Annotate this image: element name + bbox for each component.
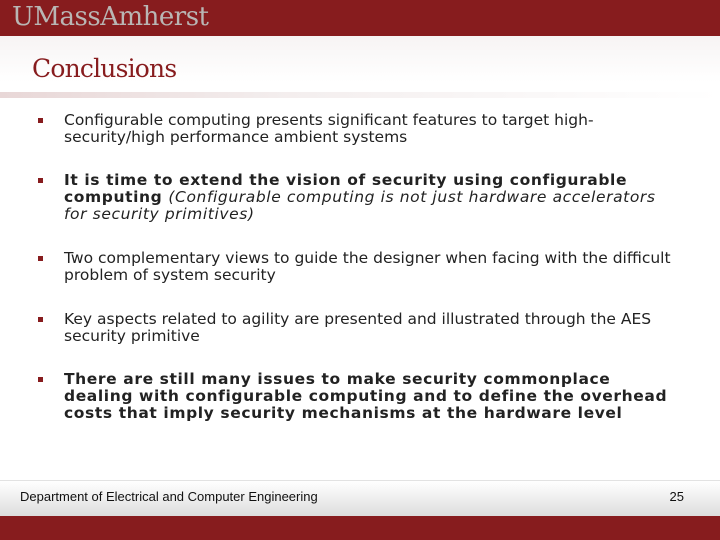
bullet-text: Configurable computing presents significant features to target high-security/high performance ambient systems bbox=[64, 111, 594, 146]
footer-department: Department of Electrical and Computer Engineering bbox=[20, 489, 318, 504]
bullet-text: Key aspects related to agility are presented and illustrated through the AES security primitive bbox=[64, 310, 652, 345]
slide-title: Conclusions bbox=[32, 54, 177, 83]
bullet-item bbox=[38, 112, 678, 146]
bullet-item bbox=[38, 172, 678, 223]
bullet-item bbox=[38, 371, 678, 422]
bullet-marker-icon bbox=[38, 118, 43, 123]
bullet-emphasis: It is time to extend the vision of security using configurable computing bbox=[64, 171, 628, 206]
bottom-bar bbox=[0, 516, 720, 540]
bullet-marker-icon bbox=[38, 377, 43, 382]
bullet-marker-icon bbox=[38, 317, 43, 322]
bullet-text bbox=[64, 172, 678, 223]
bullet-item bbox=[38, 250, 678, 284]
bullet-text: Two complementary views to guide the designer when facing with the difficult problem of system security bbox=[64, 249, 671, 284]
university-logo: UMassAmherst bbox=[12, 2, 209, 32]
bullet-marker-icon bbox=[38, 178, 43, 183]
page-number: 25 bbox=[669, 489, 684, 504]
bullet-item bbox=[38, 311, 678, 345]
bullet-text: There are still many issues to make security commonplace dealing with configurable computing and to define the overhead costs that imply security mechanisms at the hardware level bbox=[64, 370, 668, 422]
bullet-marker-icon bbox=[38, 256, 43, 261]
bullet-aside: (Configurable computing is not just hardware accelerators for security primitives) bbox=[64, 188, 656, 223]
